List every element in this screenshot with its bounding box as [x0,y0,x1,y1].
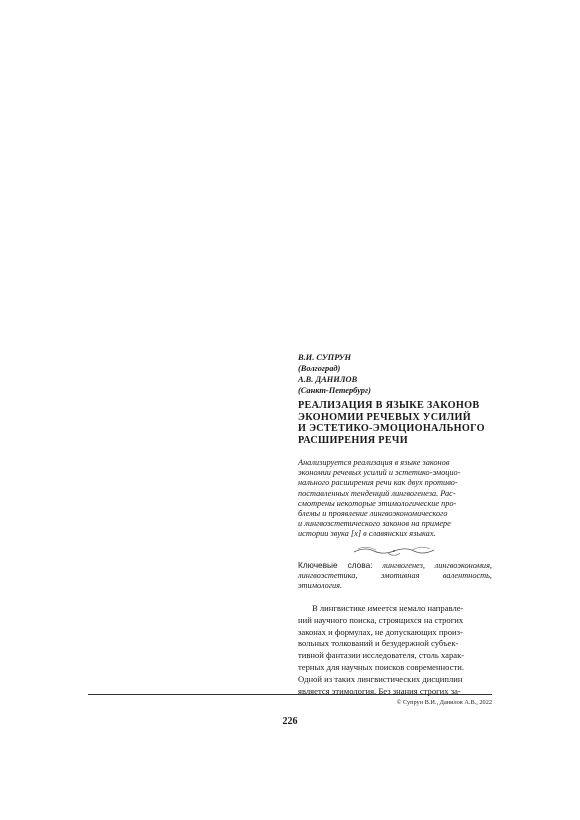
body-line: терных для научных поисков современности. [298,661,464,672]
abstract-line: Анализируется реализация в языке законов [298,458,450,467]
author-name-2: А.В. ДАНИЛОВ [298,375,358,384]
author-name-1: В.И. СУПРУН [298,353,352,362]
page-number: 226 [282,716,298,727]
abstract [298,458,492,540]
title-line-4: РАСШИРЕНИЯ РЕЧИ [298,434,408,446]
body-line: В лингвистике имеется немало направле- [312,603,464,613]
body-line: Одной из таких лингвистических дисциплин [298,673,463,684]
title-line-1: РЕАЛИЗАЦИЯ В ЯЗЫКЕ ЗАКОНОВ [298,400,480,411]
footnote-rule [88,694,492,695]
author-city-2: (Санкт-Петербург) [298,386,371,395]
abstract-line: поставленных тенденций лингвогенеза. Рас- [298,488,456,498]
abstract-line: экономии речевых усилий и эстетико-эмоцио- [298,468,461,478]
body-paragraph [298,603,492,697]
ornament-divider-icon [352,545,436,557]
abstract-line: истории звука [х] в славянских языках. [298,529,436,539]
abstract-line: блемы и проявление лингвоэкономического [298,509,448,519]
body-line: законах и формулах, не допускающих произ- [298,626,463,637]
authors-block [298,352,492,396]
keywords-text: лингвогенез, лингвоэкономия, лингвоэстетика, эмотивная валентность, этимология. [298,561,493,591]
title-line-3: И ЭСТЕТИКО-ЭМОЦИОНАЛЬНОГО [298,423,485,434]
abstract-line: смотрены некоторые этимологические про- [298,498,457,508]
body-line: вольных толкований и безудержной субъек- [298,638,459,649]
keywords-label: Ключевые слова: [298,560,373,570]
article-title [298,400,492,446]
abstract-line: и лингвоэстетического законов на примере [298,519,451,529]
author-city-1: (Волгоград) [298,364,341,373]
abstract-line: нального расширения речи как двух противо- [298,478,458,488]
copyright-note: © Супрун В.И., Данилов А.В., 2022 [396,699,492,706]
body-line: ний научного поиска, строящихся на строгих [298,614,464,625]
body-line: является этимология. Без знания строгих за- [298,685,461,696]
body-line: тивной фантазии исследователя, столь харак- [298,650,465,661]
keywords [298,560,492,592]
title-line-2: ЭКОНОМИИ РЕЧЕВЫХ УСИЛИЙ [298,411,471,423]
